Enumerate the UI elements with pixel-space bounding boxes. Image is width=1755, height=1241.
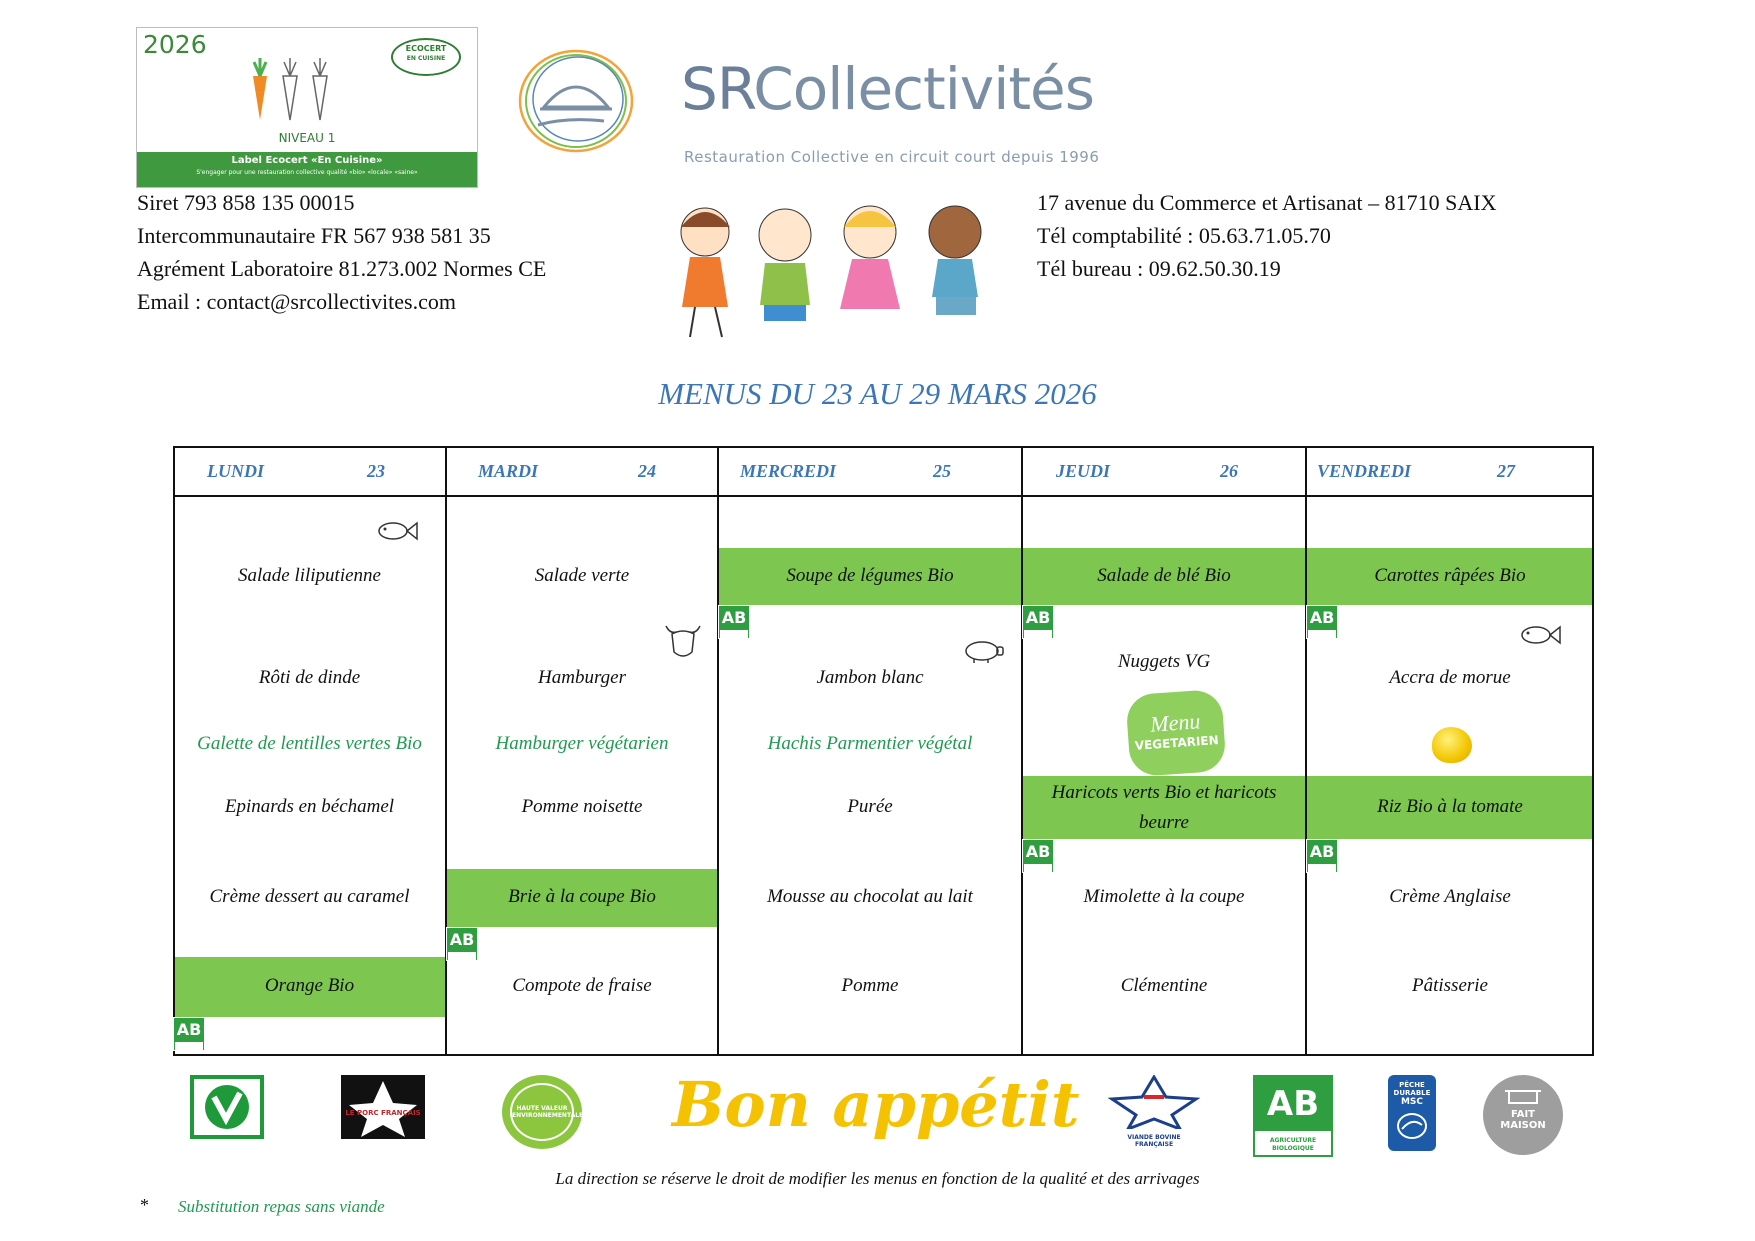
ab-logo-icon: AB — [173, 1017, 205, 1051]
day-lundi-num: 23 — [367, 461, 385, 481]
label-band-title: Label Ecocert «En Cuisine» — [231, 155, 383, 166]
day-mardi-num: 24 — [638, 461, 656, 481]
mercredi-plat-vege: Hachis Parmentier végétal — [767, 733, 973, 754]
jeudi-accompagnement-2: beurre — [1139, 812, 1189, 833]
mercredi-accompagnement: Purée — [847, 796, 893, 817]
menu-vegetarien-badge: Menu VEGETARIEN — [1125, 689, 1226, 777]
beef-icon — [658, 618, 708, 666]
fish-icon — [1518, 622, 1562, 648]
ecocert-seal: ECOCERT EN CUISINE — [391, 38, 461, 76]
brand-collectivites: Collectivités — [753, 55, 1094, 123]
jeudi-dessert: Clémentine — [1120, 975, 1208, 996]
ab-logo-icon: AB — [446, 927, 478, 961]
menu-title: MENUS DU 23 AU 29 MARS 2026 — [658, 376, 1097, 411]
intercommunautaire: Intercommunautaire FR 567 938 581 35 — [137, 223, 491, 248]
jeudi-laitage: Mimolette à la coupe — [1083, 886, 1245, 907]
siret: Siret 793 858 135 00015 — [137, 190, 355, 215]
ecocert-label — [136, 27, 478, 188]
jeudi-accompagnement: Haricots verts Bio et haricots — [1051, 782, 1277, 803]
header-divider — [173, 495, 1594, 497]
vendredi-accompagnement: Riz Bio à la tomate — [1377, 796, 1523, 817]
lundi-plat-vege: Galette de lentilles vertes Bio — [197, 733, 422, 754]
address: 17 avenue du Commerce et Artisanat – 81710 SAIX — [1037, 190, 1497, 215]
vendredi-plat: Accra de morue — [1389, 667, 1511, 688]
phone-office: Tél bureau : 09.62.50.30.19 — [1037, 256, 1281, 281]
day-vendredi: VENDREDI — [1317, 461, 1412, 481]
vegan-logo-icon — [190, 1075, 264, 1139]
vendredi-laitage: Crème Anglaise — [1389, 886, 1511, 907]
ab-agriculture-biologique-logo-icon: AB AGRICULTURE BIOLOGIQUE — [1253, 1075, 1333, 1157]
mardi-accompagnement: Pomme noisette — [521, 796, 643, 817]
fish-icon — [375, 518, 419, 544]
vendredi-entree: Carottes râpées Bio — [1374, 565, 1526, 586]
ab-logo-icon: AB — [718, 605, 750, 639]
label-level: NIVEAU 1 — [278, 131, 336, 145]
brand-sr: SR — [681, 55, 754, 123]
day-jeudi-num: 26 — [1220, 461, 1238, 481]
phone-accounting: Tél comptabilité : 05.63.71.05.70 — [1037, 223, 1331, 248]
brand-name — [681, 55, 1094, 123]
company-info-right — [1037, 186, 1496, 285]
lundi-entree: Salade liliputienne — [237, 565, 381, 586]
ab-logo-icon: AB — [1022, 839, 1054, 873]
viande-bovine-francaise-logo-icon: VIANDE BOVINE FRANÇAISE — [1108, 1075, 1200, 1145]
day-mercredi: MERCREDI — [740, 461, 837, 481]
carrots-icon — [245, 48, 355, 128]
ab-logo-icon: AB — [1306, 839, 1338, 873]
hve-logo-icon: HAUTE VALEUR ENVIRONNEMENTALE — [502, 1075, 582, 1149]
lundi-laitage: Crème dessert au caramel — [209, 886, 410, 907]
ab-logo-icon: AB — [1306, 605, 1338, 639]
ab-logo-icon: AB — [1022, 605, 1054, 639]
mardi-dessert: Compote de fraise — [512, 975, 652, 996]
mardi-plat: Hamburger — [538, 667, 626, 688]
day-lundi: LUNDI — [207, 461, 264, 481]
label-band-sub: S'engager pour une restauration collective qualité «bio» «locale» «saine» — [196, 169, 418, 176]
pork-icon — [960, 638, 1006, 664]
mercredi-plat: Jambon blanc — [816, 667, 924, 688]
day-jeudi: JEUDI — [1056, 461, 1111, 481]
brand-tagline: Restauration Collective en circuit court depuis 1996 — [684, 148, 1100, 166]
label-band — [137, 152, 477, 187]
jeudi-entree: Salade de blé Bio — [1097, 565, 1231, 586]
porc-francais-logo-icon: LE PORC FRANÇAIS — [341, 1075, 425, 1139]
kids-illustration — [660, 197, 1005, 342]
jeudi-plat: Nuggets VG — [1117, 651, 1211, 672]
col-divider — [1305, 446, 1307, 1056]
substitution-note: Substitution repas sans viande — [178, 1197, 385, 1216]
bon-appetit: Bon appétit — [672, 1068, 1080, 1141]
agrement: Agrément Laboratoire 81.273.002 Normes CE — [137, 256, 547, 281]
mercredi-laitage: Mousse au chocolat au lait — [767, 886, 973, 907]
mercredi-entree: Soupe de légumes Bio — [786, 565, 954, 586]
day-mercredi-num: 25 — [933, 461, 951, 481]
msc-logo-icon: PÊCHE DURABLE MSC — [1388, 1075, 1436, 1151]
mardi-laitage: Brie à la coupe Bio — [508, 886, 656, 907]
day-vendredi-num: 27 — [1497, 461, 1515, 481]
lemon-icon — [1432, 727, 1472, 763]
footnote-star: * — [140, 1195, 149, 1215]
label-year: 2026 — [143, 30, 207, 59]
company-info-left — [137, 186, 546, 318]
lundi-dessert: Orange Bio — [264, 975, 355, 996]
fait-maison-logo-icon: FAIT MAISON — [1483, 1075, 1563, 1155]
lundi-accompagnement: Epinards en béchamel — [224, 796, 395, 817]
mardi-plat-vege: Hamburger végétarien — [495, 733, 669, 754]
cloche-logo-icon — [516, 45, 636, 157]
day-mardi: MARDI — [478, 461, 539, 481]
email: Email : contact@srcollectivites.com — [137, 289, 456, 314]
vendredi-dessert: Pâtisserie — [1412, 975, 1488, 996]
mardi-entree: Salade verte — [534, 565, 630, 586]
mercredi-dessert: Pomme — [841, 975, 899, 996]
lundi-plat: Rôti de dinde — [258, 667, 361, 688]
disclaimer: La direction se réserve le droit de modifier les menus en fonction de la qualité et des arrivages — [555, 1169, 1200, 1188]
